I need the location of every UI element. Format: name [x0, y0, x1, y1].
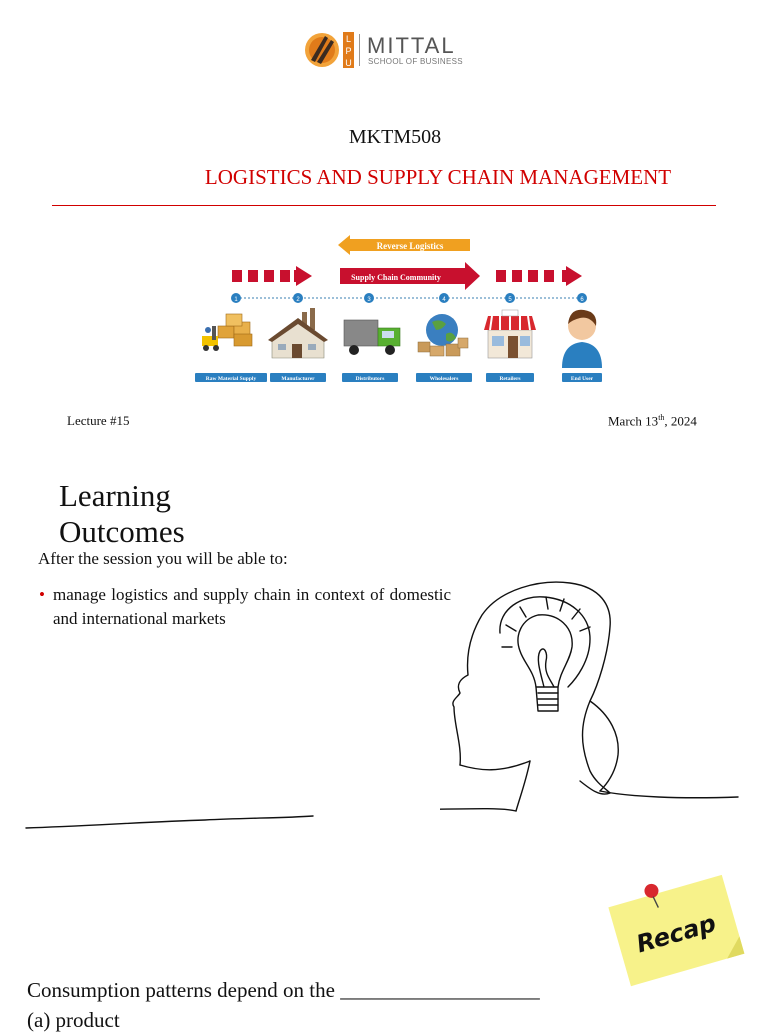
svg-text:Retailers: Retailers	[499, 376, 521, 382]
recap-sticky-note	[600, 868, 750, 988]
supply-chain-community-arrow	[340, 262, 480, 290]
stage-retailers	[484, 293, 536, 382]
svg-text:5: 5	[508, 297, 512, 303]
svg-text:Supply Chain Community: Supply Chain Community	[351, 273, 441, 282]
svg-text:6: 6	[580, 297, 584, 303]
course-title: LOGISTICS AND SUPPLY CHAIN MANAGEMENT	[204, 165, 672, 189]
title-divider	[52, 205, 716, 206]
supply-chain-diagram	[190, 230, 610, 390]
factory-icon	[268, 308, 328, 358]
stage-wholesalers	[416, 293, 472, 382]
underline-stroke	[25, 808, 315, 834]
answer-option: (a) product	[27, 1008, 120, 1032]
stage-end-user	[562, 293, 602, 382]
stage-distributors	[342, 293, 400, 382]
head-lightbulb-illustration	[440, 575, 740, 825]
brand-subtitle: SCHOOL OF BUSINESS	[368, 57, 463, 66]
shop-icon	[484, 310, 536, 358]
svg-text:4: 4	[442, 297, 446, 303]
stage-raw-material	[195, 293, 267, 382]
svg-text:1: 1	[234, 297, 238, 303]
svg-text:L: L	[345, 34, 352, 44]
svg-text:Reverse Logistics: Reverse Logistics	[376, 241, 444, 251]
brand-name: MITTAL	[367, 33, 456, 58]
svg-text:Raw Material Supply: Raw Material Supply	[205, 376, 257, 382]
bullet-icon: •	[39, 585, 45, 604]
learning-outcomes-title: Learning Outcomes	[59, 478, 185, 549]
svg-text:Distributors: Distributors	[355, 376, 385, 382]
svg-text:2: 2	[296, 297, 300, 303]
flow-arrow-left	[232, 266, 312, 286]
question-text: Consumption patterns depend on the ___________________	[27, 978, 540, 1002]
course-code: MKTM508	[348, 126, 442, 148]
svg-text:Recap: Recap	[633, 909, 720, 959]
svg-text:Manufacturer: Manufacturer	[281, 376, 315, 382]
lecture-number: Lecture #15	[67, 413, 130, 428]
reverse-logistics-arrow	[338, 235, 470, 255]
flow-arrow-right	[496, 266, 582, 286]
stage-manufacturer	[268, 293, 328, 382]
svg-text:U: U	[345, 58, 352, 68]
svg-text:3: 3	[367, 297, 371, 303]
lecture-date: March 13th, 2024	[608, 413, 697, 429]
learning-outcomes-intro: After the session you will be able to:	[38, 549, 288, 568]
learning-outcome-item: • manage logistics and supply chain in context of domestic and international markets	[39, 585, 451, 628]
person-icon	[562, 310, 602, 368]
svg-text:Wholesalers: Wholesalers	[429, 376, 459, 382]
truck-icon	[344, 320, 400, 355]
svg-text:End User: End User	[570, 376, 594, 382]
svg-text:P: P	[345, 46, 352, 56]
crates-forklift-icon	[202, 314, 252, 351]
globe-boxes-icon	[418, 314, 468, 356]
